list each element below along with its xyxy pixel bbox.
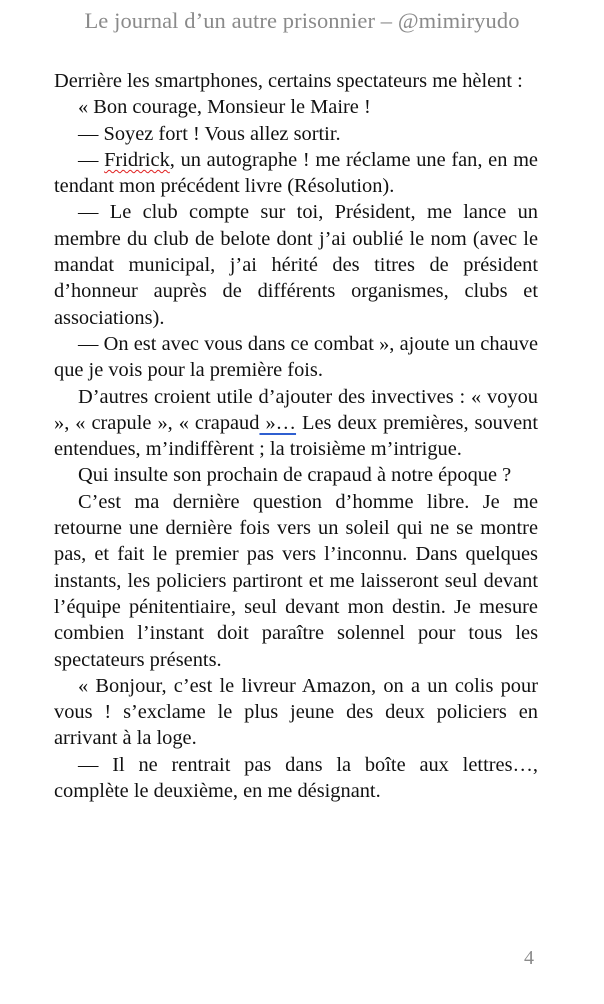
text-run: , un autographe ! me réclame une fan, en me tendant mon précédent livre (Résolution). [54,148,538,198]
paragraph[interactable]: — Il ne rentrait pas dans la boîte aux lettres…, complète le deuxième, en me désignant. [54,753,538,803]
paragraph[interactable] [54,384,538,463]
running-header: Le journal d’un autre prisonnier – @mimiryudo [84,8,520,33]
text-run: D’autres croient utile d’ajouter des invectives : « voyou », « crapule », « crapaud [54,385,538,434]
paragraph[interactable]: C’est ma dernière question d’homme libre. Je me retourne une dernière fois vers un soleil qui ne se montre pas, et fait le premier pas vers l’inconnu. Dans quelques instants, les policiers partiront et me laisseront seul devant l’équipe pénitentiaire, seul devant mon destin. Je mesure combien l’instant doit paraître solennel pour tous les spectateurs présents. [54,490,538,671]
paragraph[interactable]: Qui insulte son prochain de crapaud à notre époque ? [78,464,512,487]
spelling-error-word[interactable]: Fridrick [104,148,170,171]
page-number: 4 [524,947,534,969]
paragraph[interactable]: Derrière les smartphones, certains spectateurs me hèlent : [54,70,523,92]
paragraph[interactable] [54,147,538,200]
paragraph[interactable]: « Bonjour, c’est le livreur Amazon, on a un colis pour vous ! s’exclame le plus jeune des deux policiers en arrivant à la loge. [54,674,538,750]
paragraph[interactable]: — Le club compte sur toi, Président, me lance un membre du club de belote dont j’ai oublié le nom (avec le mandat municipal, j’ai hérité des titres de président d’honneur auprès de différents organismes, clubs et associations). [54,201,538,329]
paragraph[interactable]: — Soyez fort ! Vous allez sortir. [78,122,341,145]
text-run: Les deux premières, souvent entendues, m’indiffèrent ; la troisième m’intrigue. [54,411,538,461]
paragraph[interactable]: — On est avec vous dans ce combat », ajoute un chauve que je vois pour la première fois. [54,332,538,382]
grammar-flag[interactable]: »… [259,411,297,434]
paragraph[interactable]: « Bon courage, Monsieur le Maire ! [78,96,371,119]
document-body[interactable] [54,68,538,804]
text-run: — [78,148,105,171]
